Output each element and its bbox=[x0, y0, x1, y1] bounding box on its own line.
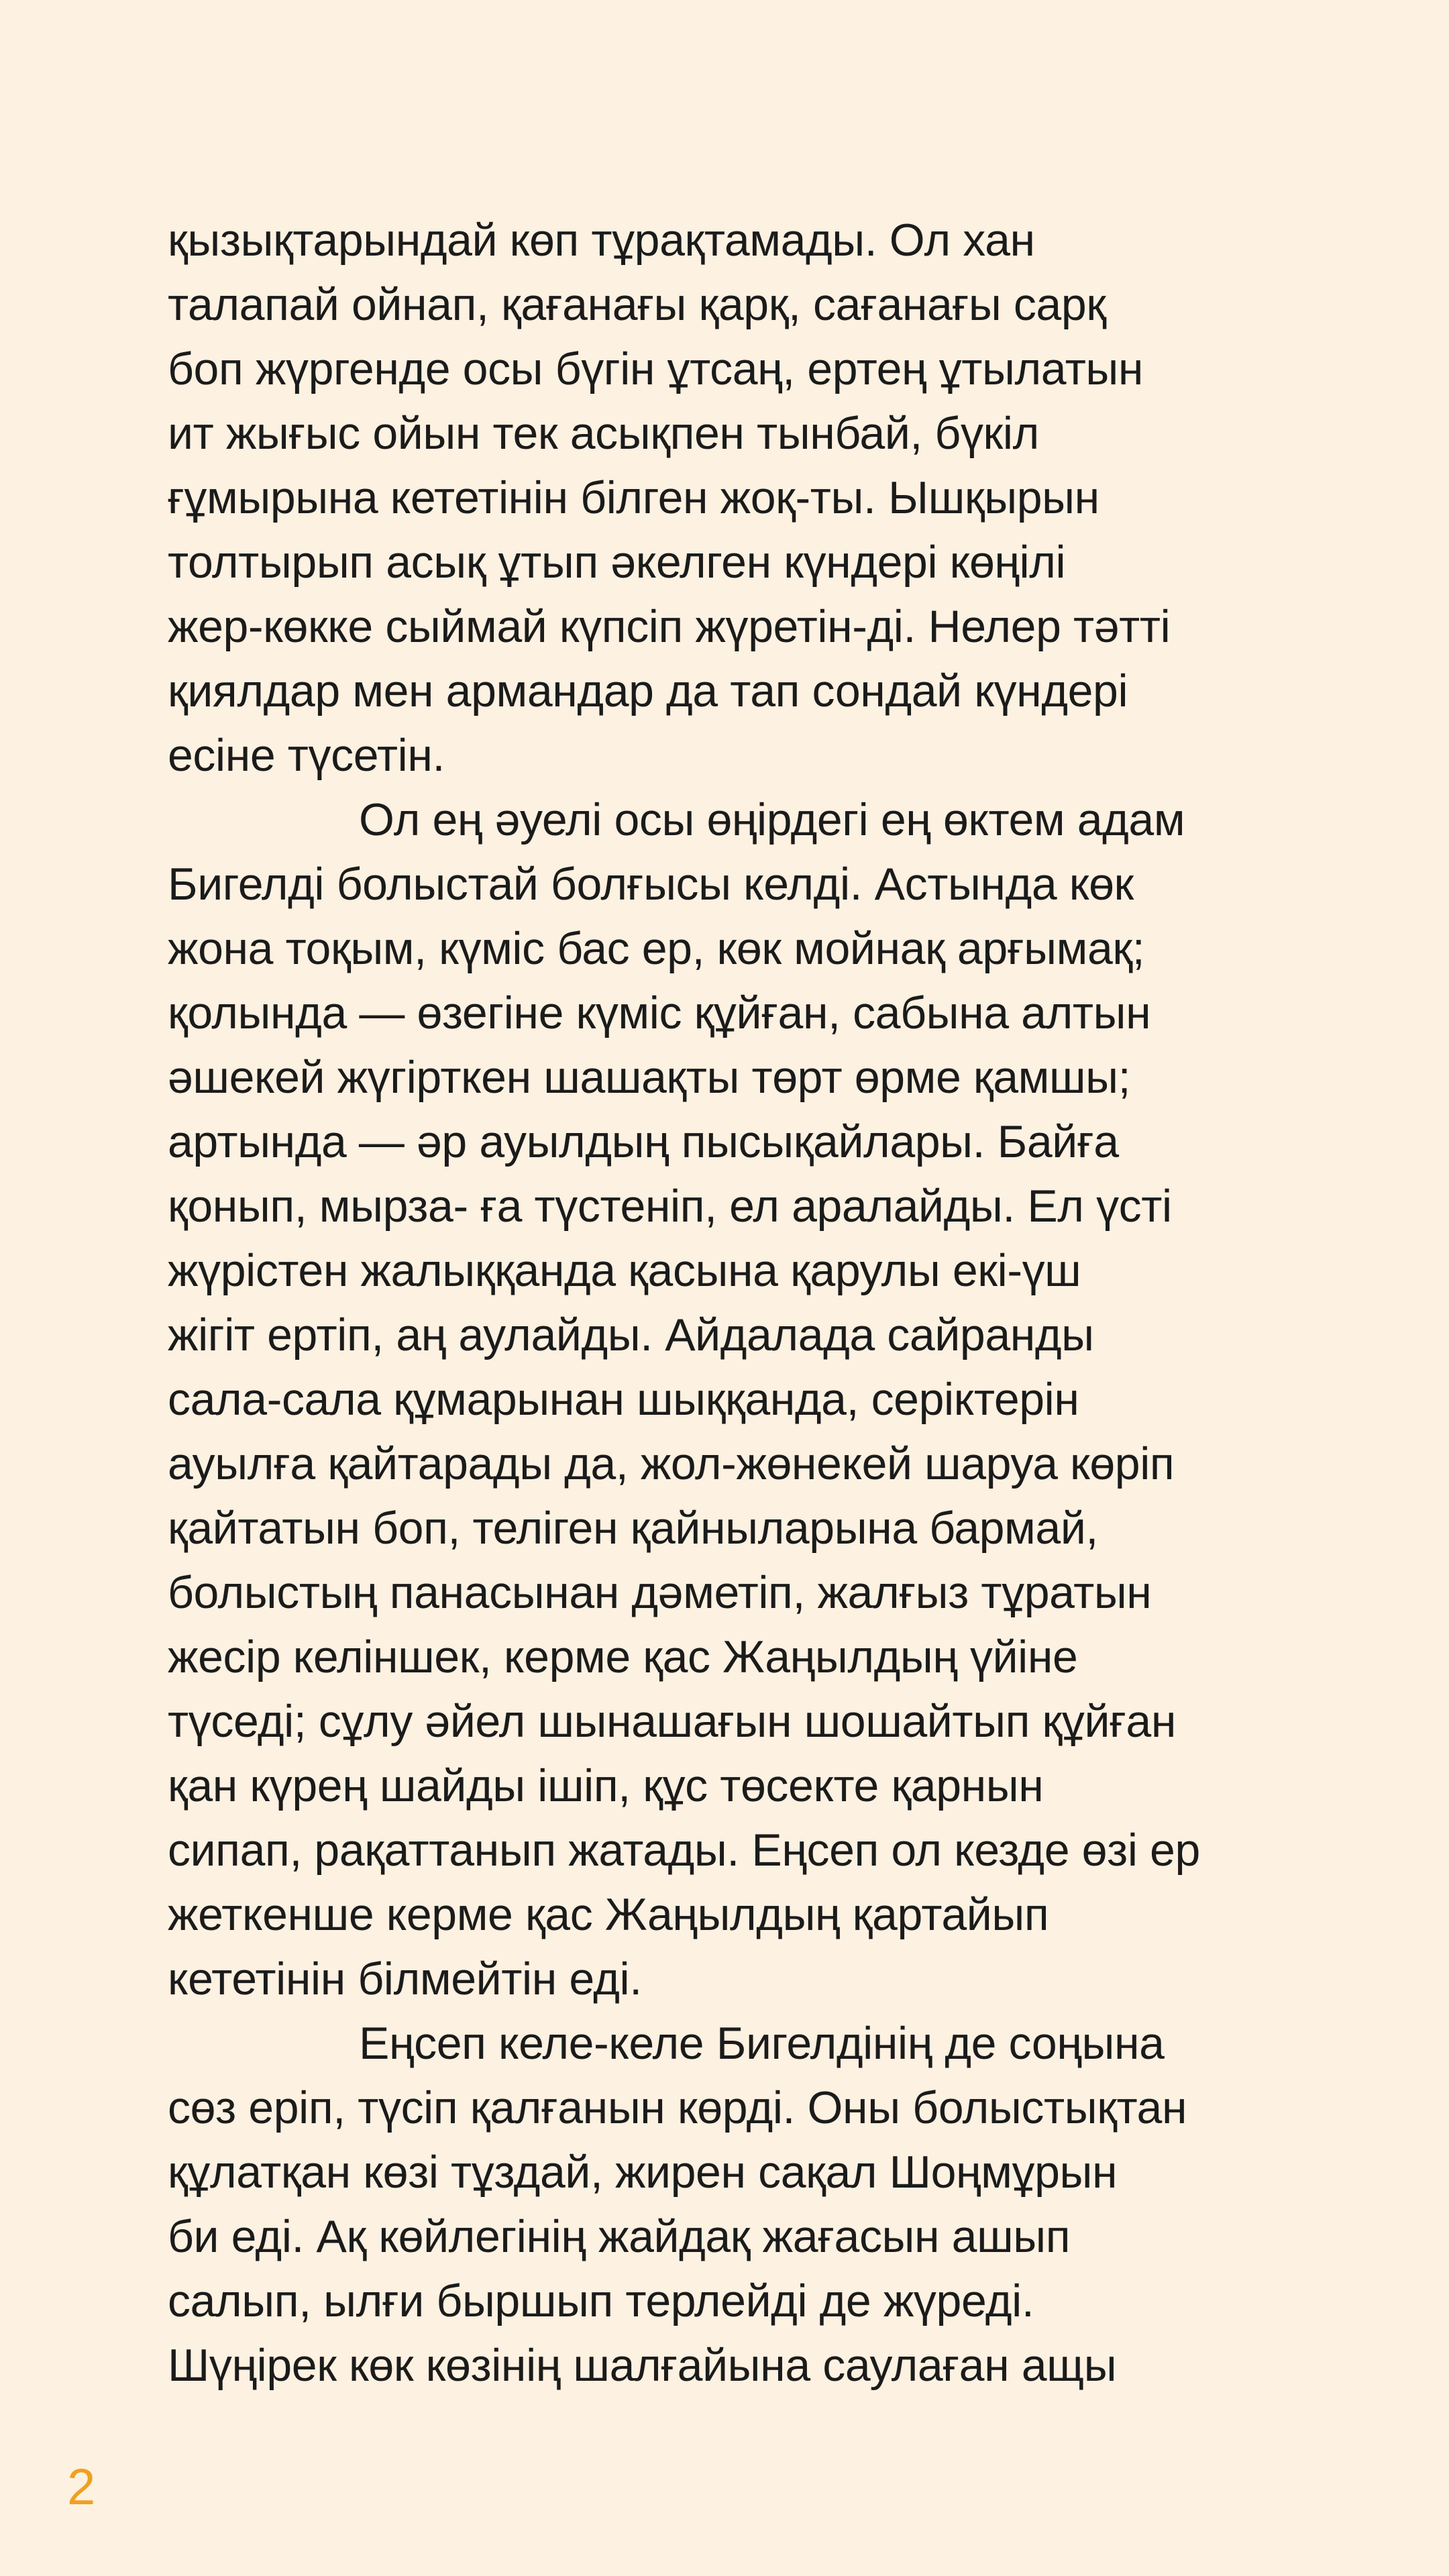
text-line: боп жүргенде осы бүгін ұтсаң, ертең ұтылатын bbox=[168, 343, 1144, 394]
text-line: қызықтарындай көп тұрақтамады. Ол хан bbox=[168, 215, 1035, 266]
text-line: ауылға қайтарады да, жол-жөнекей шаруа көріп bbox=[168, 1438, 1175, 1489]
text-line: құлатқан көзі тұздай, жирен сақал Шоңмұрын bbox=[168, 2147, 1118, 2198]
text-line: әшекей жүгірткен шашақты төрт өрме қамшы; bbox=[168, 1052, 1131, 1103]
text-line: Еңсеп келе-келе Бигелдінің де соңына bbox=[359, 2018, 1165, 2069]
text-line: сөз еріп, түсіп қалғанын көрді. Оны болыстықтан bbox=[168, 2082, 1187, 2133]
text-line: қан күрең шайды ішіп, құс төсекте қарнын bbox=[168, 1760, 1044, 1811]
text-line: салып, ылғи быршып терлейді де жүреді. bbox=[168, 2275, 1034, 2326]
text-line: жона тоқым, күміс бас ер, көк мойнақ арғымақ; bbox=[168, 923, 1145, 974]
text-line: қонып, мырза- ға түстеніп, ел аралайды. Ел үсті bbox=[168, 1181, 1172, 1232]
reader-page[interactable] bbox=[168, 0, 1335, 2576]
text-line: сипап, рақаттанып жатады. Еңсеп ол кезде өзі ер bbox=[168, 1825, 1200, 1876]
page-number: 2 bbox=[67, 2459, 96, 2516]
text-line: талапай ойнап, қағанағы қарқ, сағанағы сарқ bbox=[168, 279, 1106, 330]
text-line: кететінін білмейтін еді. bbox=[168, 1953, 642, 2004]
text-line: жесір келіншек, керме қас Жаңылдың үйіне bbox=[168, 1631, 1078, 1682]
text-line: жігіт ертіп, аң аулайды. Айдалада сайранды bbox=[168, 1309, 1094, 1360]
text-line: қолында — өзегіне күміс құйған, сабына алтын bbox=[168, 987, 1151, 1038]
text-line: Ол ең әуелі осы өңірдегі ең өктем адам bbox=[359, 794, 1185, 845]
text-line: ғұмырына кететінін білген жоқ-ты. Ышқырын bbox=[168, 472, 1099, 523]
text-line: толтырып асық ұтып әкелген күндері көңілі bbox=[168, 537, 1066, 588]
text-line: Шүңірек көк көзінің шалғайына саулаған ащы bbox=[168, 2340, 1117, 2391]
text-line: қиялдар мен армандар да тап сондай күндері bbox=[168, 665, 1128, 716]
text-line: ит жығыс ойын тек асықпен тынбай, бүкіл bbox=[168, 408, 1039, 459]
text-line: жер-көкке сыймай күпсіп жүретін-ді. Нелер тәтті bbox=[168, 601, 1171, 652]
text-line: би еді. Ақ көйлегінің жайдақ жағасын ашып bbox=[168, 2211, 1071, 2262]
text-line: жеткенше керме қас Жаңылдың қартайып bbox=[168, 1889, 1049, 1940]
page-text bbox=[168, 208, 1335, 2398]
text-line: жүрістен жалыққанда қасына қарулы екі-үш bbox=[168, 1245, 1081, 1296]
text-line: артында — әр ауылдың пысықайлары. Байға bbox=[168, 1116, 1119, 1167]
text-line: түседі; сұлу әйел шынашағын шошайтып құйған bbox=[168, 1696, 1177, 1747]
text-line: болыстың панасынан дәметіп, жалғыз тұратын bbox=[168, 1567, 1152, 1618]
text-line: есіне түсетін. bbox=[168, 730, 445, 781]
text-line: сала-сала құмарынан шыққанда, серіктерін bbox=[168, 1374, 1079, 1425]
text-line: қайтатын боп, теліген қайныларына бармай, bbox=[168, 1503, 1098, 1554]
text-line: Бигелді болыстай болғысы келді. Астында көк bbox=[168, 859, 1134, 910]
